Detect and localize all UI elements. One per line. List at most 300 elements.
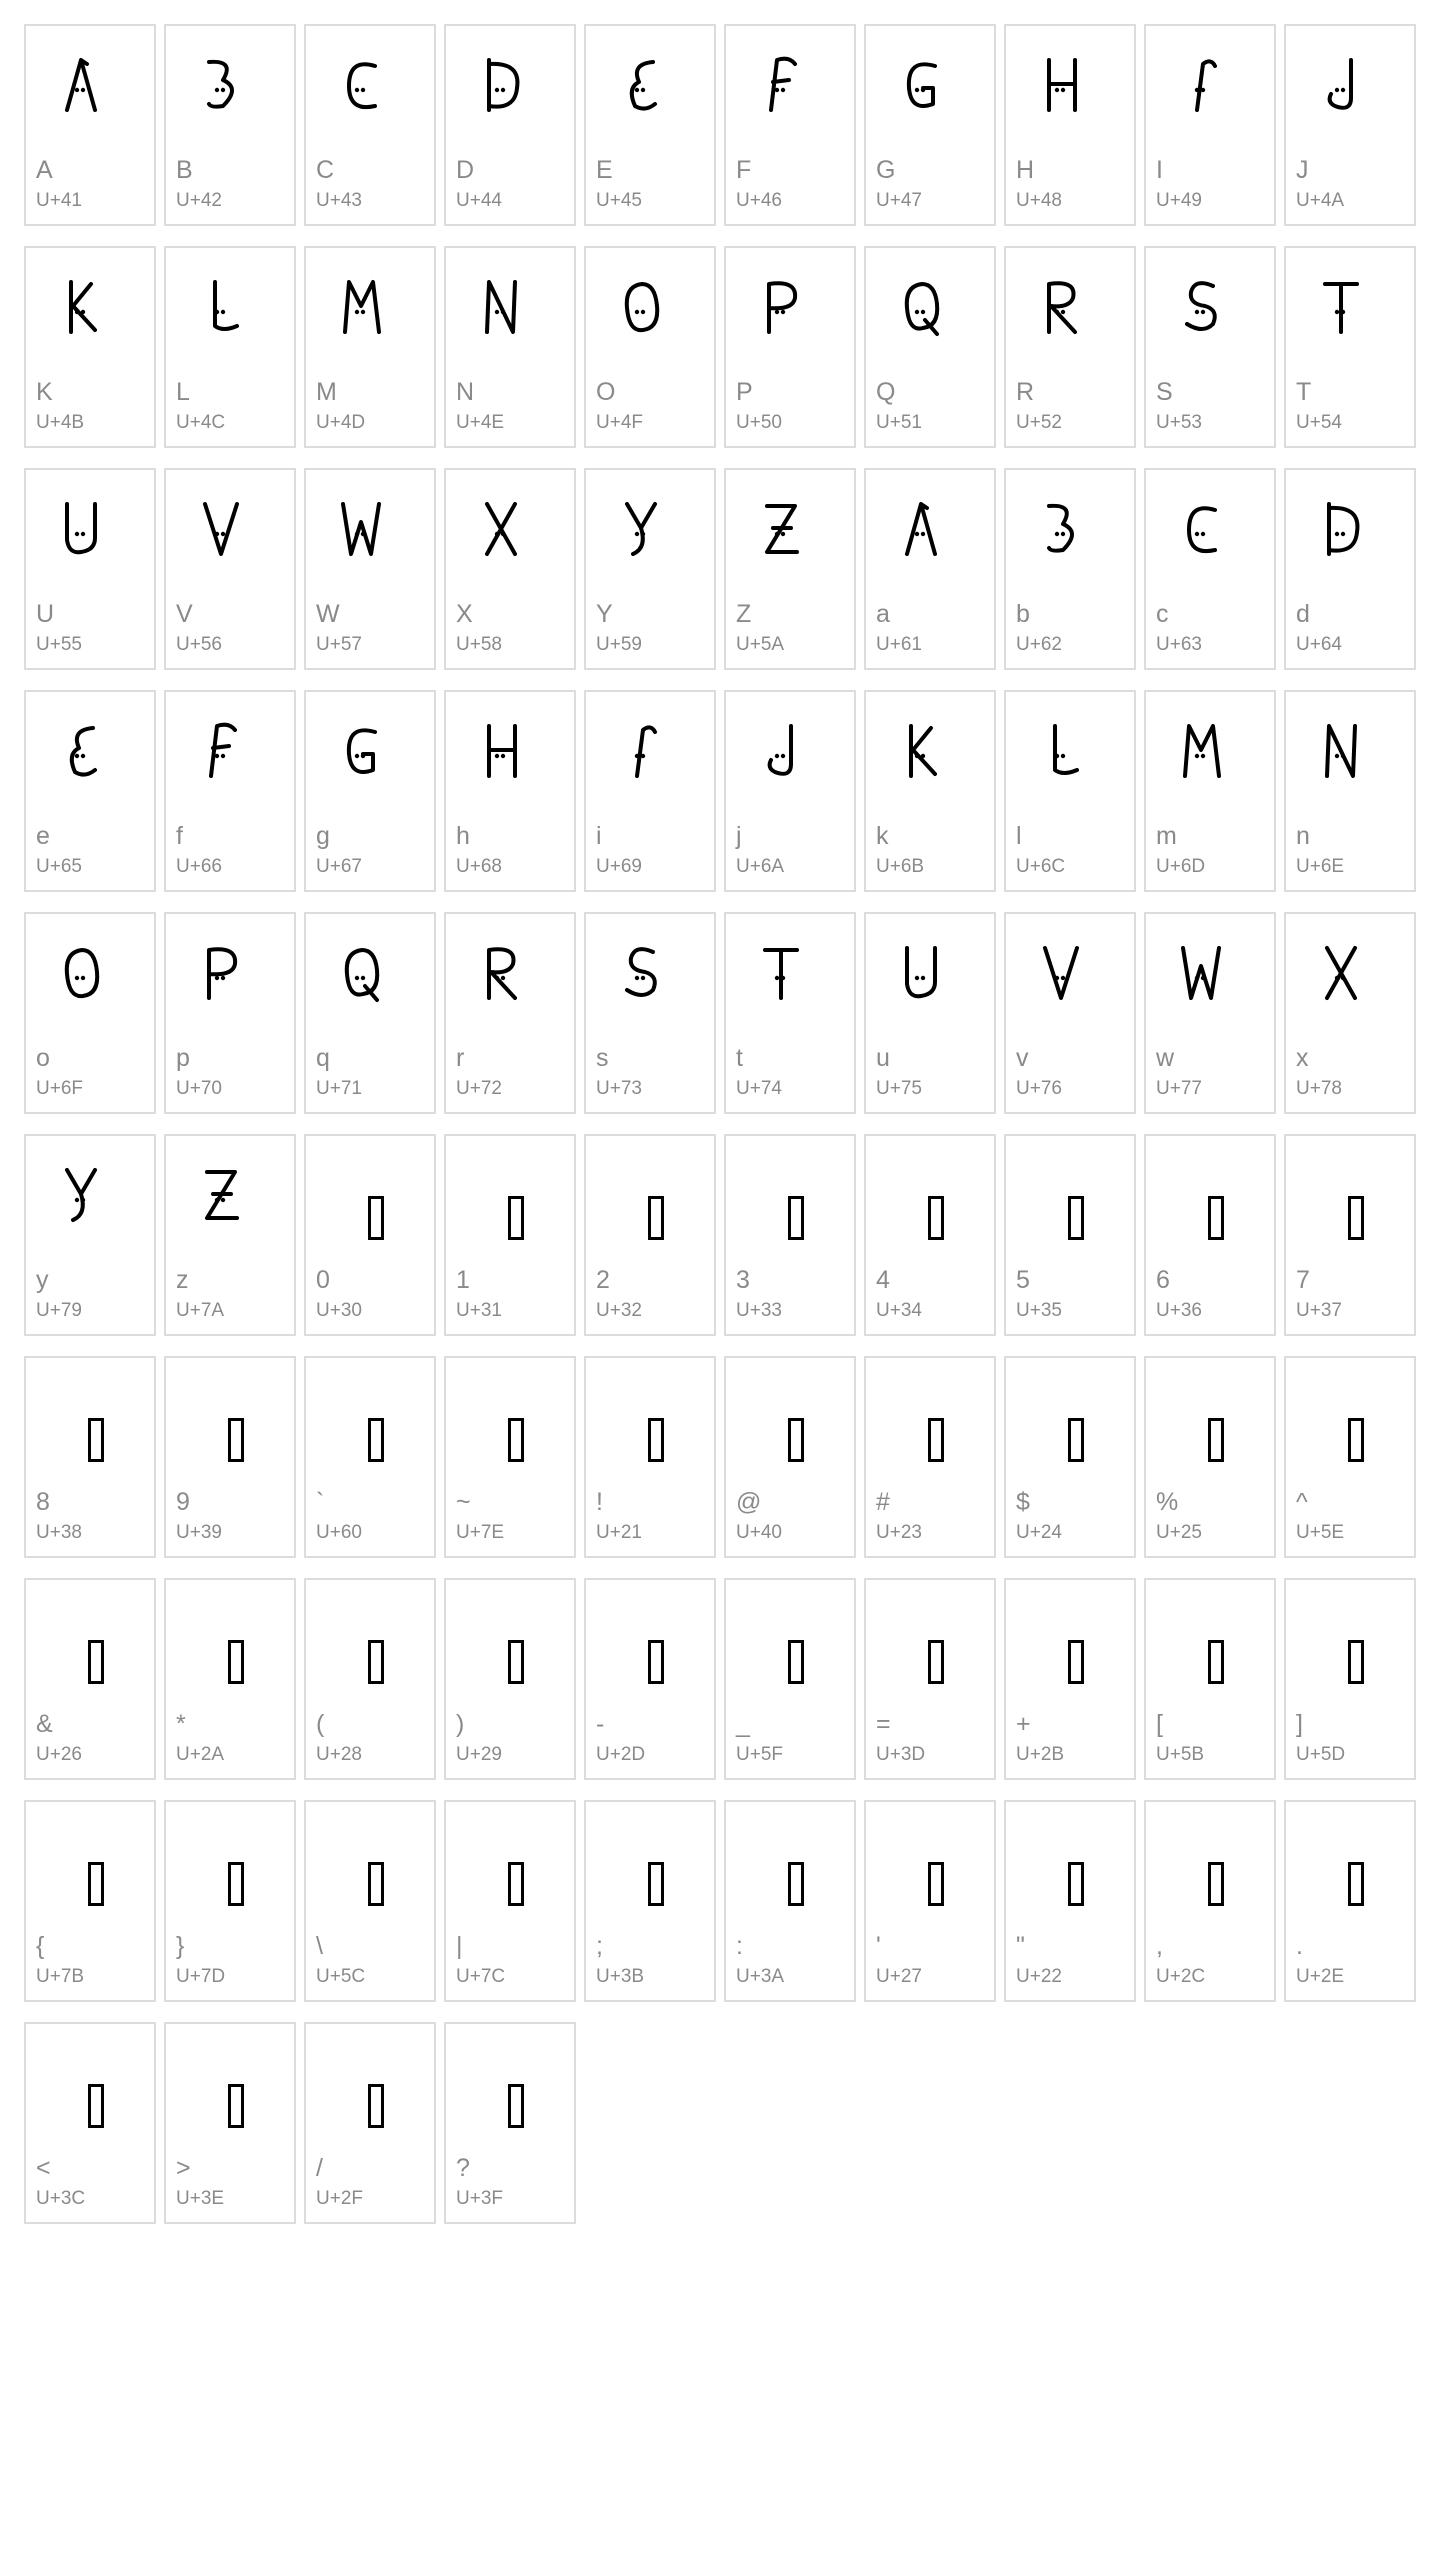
character-label: 9 xyxy=(176,1488,190,1516)
glyph-svg xyxy=(56,498,106,562)
missing-glyph-box-icon xyxy=(788,1862,804,1906)
glyph-dot xyxy=(1341,532,1345,536)
glyph-cell xyxy=(164,1356,296,1558)
codepoint-label: U+31 xyxy=(456,1300,502,1321)
codepoint-label: U+34 xyxy=(876,1300,922,1321)
glyph-svg xyxy=(196,54,246,118)
character-label: d xyxy=(1296,600,1310,628)
glyph-dot xyxy=(775,88,779,92)
glyph-svg xyxy=(756,720,806,784)
codepoint-label: U+3B xyxy=(596,1966,645,1987)
codepoint-label: U+28 xyxy=(316,1744,362,1765)
glyph-cell xyxy=(864,246,996,448)
codepoint-label: U+48 xyxy=(1016,190,1062,211)
glyph-stroke xyxy=(627,284,657,330)
missing-glyph-box-icon xyxy=(1068,1640,1084,1684)
glyph-dot xyxy=(1061,88,1065,92)
glyph-cell xyxy=(164,468,296,670)
character-label: ! xyxy=(596,1488,603,1516)
glyph-dot xyxy=(215,754,219,758)
glyph-cell xyxy=(1004,912,1136,1114)
character-label: > xyxy=(176,2154,191,2182)
codepoint-label: U+5E xyxy=(1296,1522,1345,1543)
glyph-dot xyxy=(495,310,499,314)
codepoint-label: U+63 xyxy=(1156,634,1202,655)
codepoint-label: U+72 xyxy=(456,1078,502,1099)
glyph-stroke xyxy=(215,282,237,329)
glyph-cell xyxy=(1144,912,1276,1114)
glyph-cell xyxy=(1004,468,1136,670)
glyph-cell xyxy=(724,24,856,226)
glyph-dot xyxy=(495,976,499,980)
glyph-stroke xyxy=(632,62,655,109)
glyph-dot xyxy=(921,976,925,980)
glyph-preview xyxy=(196,1608,246,1672)
glyph-dot xyxy=(501,976,505,980)
character-label: 5 xyxy=(1016,1266,1030,1294)
glyph-cell xyxy=(864,1578,996,1780)
glyph-svg xyxy=(1316,498,1366,562)
codepoint-label: U+32 xyxy=(596,1300,642,1321)
codepoint-label: U+30 xyxy=(316,1300,362,1321)
glyph-preview xyxy=(56,1608,106,1672)
codepoint-label: U+4E xyxy=(456,412,505,433)
codepoint-label: U+27 xyxy=(876,1966,922,1987)
glyph-cell xyxy=(24,246,156,448)
glyph-cell xyxy=(444,1356,576,1558)
glyph-dot xyxy=(221,532,225,536)
glyph-dot xyxy=(1195,88,1199,92)
glyph-preview xyxy=(1316,1164,1366,1228)
glyph-dot xyxy=(635,532,639,536)
glyph-stroke xyxy=(627,949,655,995)
glyph-stroke xyxy=(765,950,797,998)
glyph-cell xyxy=(724,468,856,670)
glyph-dot xyxy=(635,310,639,314)
glyph-svg xyxy=(616,942,666,1006)
glyph-preview xyxy=(476,2052,526,2116)
character-label: p xyxy=(176,1044,190,1072)
glyph-cell xyxy=(1144,468,1276,670)
glyph-preview xyxy=(56,1386,106,1450)
glyph-dot xyxy=(775,976,779,980)
codepoint-label: U+74 xyxy=(736,1078,782,1099)
glyph-svg xyxy=(476,498,526,562)
missing-glyph-box-icon xyxy=(368,1196,384,1240)
character-label: [ xyxy=(1156,1710,1163,1738)
character-label: @ xyxy=(736,1488,762,1516)
glyph-cell xyxy=(864,912,996,1114)
glyph-dot xyxy=(501,310,505,314)
character-label: M xyxy=(316,378,337,406)
glyph-stroke xyxy=(1187,283,1215,329)
missing-glyph-box-icon xyxy=(1348,1862,1364,1906)
glyph-preview xyxy=(196,54,246,118)
glyph-stroke xyxy=(770,726,791,774)
character-label: G xyxy=(876,156,896,184)
glyph-svg xyxy=(756,942,806,1006)
missing-glyph-box-icon xyxy=(368,1862,384,1906)
missing-glyph-box-icon xyxy=(648,1418,664,1462)
glyph-cell xyxy=(24,1578,156,1780)
character-label: ~ xyxy=(456,1488,471,1516)
glyph-svg xyxy=(1036,54,1086,118)
glyph-svg xyxy=(336,720,386,784)
glyph-preview xyxy=(56,1830,106,1894)
glyph-preview xyxy=(476,720,526,784)
character-label: y xyxy=(36,1266,49,1294)
glyph-dot xyxy=(361,532,365,536)
glyph-svg xyxy=(756,54,806,118)
glyph-preview xyxy=(56,2052,106,2116)
glyph-preview xyxy=(476,1164,526,1228)
character-label: f xyxy=(176,822,183,850)
codepoint-label: U+25 xyxy=(1156,1522,1202,1543)
codepoint-label: U+42 xyxy=(176,190,222,211)
glyph-cell xyxy=(584,468,716,670)
glyph-preview xyxy=(476,54,526,118)
codepoint-label: U+21 xyxy=(596,1522,642,1543)
codepoint-label: U+6C xyxy=(1016,856,1066,877)
glyph-cell xyxy=(864,690,996,892)
missing-glyph-box-icon xyxy=(88,1418,104,1462)
glyph-preview xyxy=(1316,1608,1366,1672)
glyph-svg xyxy=(1316,942,1366,1006)
glyph-dot xyxy=(635,88,639,92)
glyph-cell xyxy=(1284,1578,1416,1780)
glyph-cell xyxy=(724,1578,856,1780)
character-label: S xyxy=(1156,378,1173,406)
glyph-preview xyxy=(196,1830,246,1894)
glyph-dot xyxy=(1201,88,1205,92)
glyph-svg xyxy=(476,942,526,1006)
glyph-svg xyxy=(1176,276,1226,340)
glyph-cell xyxy=(444,912,576,1114)
codepoint-label: U+75 xyxy=(876,1078,922,1099)
codepoint-label: U+4C xyxy=(176,412,226,433)
glyph-dot xyxy=(215,88,219,92)
glyph-cell xyxy=(444,1134,576,1336)
glyph-dot xyxy=(915,532,919,536)
glyph-cell xyxy=(164,1134,296,1336)
codepoint-label: U+77 xyxy=(1156,1078,1202,1099)
glyph-preview xyxy=(1176,1386,1226,1450)
glyph-preview xyxy=(336,1164,386,1228)
glyph-preview xyxy=(1176,1608,1226,1672)
codepoint-label: U+64 xyxy=(1296,634,1342,655)
codepoint-label: U+58 xyxy=(456,634,502,655)
codepoint-label: U+36 xyxy=(1156,1300,1202,1321)
codepoint-label: U+5D xyxy=(1296,1744,1346,1765)
codepoint-label: U+55 xyxy=(36,634,82,655)
glyph-dot xyxy=(1201,754,1205,758)
glyph-grid xyxy=(24,24,1424,2224)
glyph-preview xyxy=(616,720,666,784)
glyph-dot xyxy=(355,754,359,758)
glyph-preview xyxy=(196,498,246,562)
glyph-cell xyxy=(584,690,716,892)
missing-glyph-box-icon xyxy=(1208,1196,1224,1240)
glyph-stroke xyxy=(211,725,235,776)
glyph-preview xyxy=(336,276,386,340)
glyph-stroke xyxy=(209,62,232,107)
glyph-cell xyxy=(864,24,996,226)
codepoint-label: U+44 xyxy=(456,190,502,211)
glyph-cell xyxy=(584,912,716,1114)
codepoint-label: U+7A xyxy=(176,1300,225,1321)
glyph-cell xyxy=(164,912,296,1114)
glyph-cell xyxy=(24,912,156,1114)
codepoint-label: U+5F xyxy=(736,1744,783,1765)
glyph-cell xyxy=(584,1134,716,1336)
character-label: % xyxy=(1156,1488,1179,1516)
glyph-preview xyxy=(1316,1830,1366,1894)
character-label: , xyxy=(1156,1932,1163,1960)
codepoint-label: U+43 xyxy=(316,190,362,211)
glyph-dot xyxy=(1201,310,1205,314)
glyph-preview xyxy=(1036,1164,1086,1228)
glyph-dot xyxy=(915,88,919,92)
glyph-preview xyxy=(896,1830,946,1894)
glyph-cell xyxy=(1144,690,1276,892)
glyph-dot xyxy=(495,754,499,758)
glyph-preview xyxy=(896,1608,946,1672)
glyph-cell xyxy=(864,1134,996,1336)
missing-glyph-box-icon xyxy=(1348,1640,1364,1684)
glyph-preview xyxy=(56,276,106,340)
missing-glyph-box-icon xyxy=(1068,1418,1084,1462)
glyph-preview xyxy=(336,942,386,1006)
glyph-cell xyxy=(304,2022,436,2224)
character-label: F xyxy=(736,156,752,184)
glyph-dot xyxy=(221,88,225,92)
codepoint-label: U+6E xyxy=(1296,856,1345,877)
glyph-svg xyxy=(896,498,946,562)
glyph-preview xyxy=(756,1608,806,1672)
glyph-preview xyxy=(336,54,386,118)
glyph-dot xyxy=(221,976,225,980)
glyph-dot xyxy=(1201,976,1205,980)
character-label: & xyxy=(36,1710,53,1738)
codepoint-label: U+67 xyxy=(316,856,362,877)
codepoint-label: U+2E xyxy=(1296,1966,1345,1987)
codepoint-label: U+49 xyxy=(1156,190,1202,211)
missing-glyph-box-icon xyxy=(1208,1640,1224,1684)
glyph-cell xyxy=(1144,1800,1276,2002)
glyph-cell xyxy=(584,1578,716,1780)
glyph-stroke xyxy=(627,504,655,554)
glyph-cell xyxy=(724,1800,856,2002)
character-label: R xyxy=(1016,378,1035,406)
character-label: n xyxy=(1296,822,1310,850)
codepoint-label: U+37 xyxy=(1296,1300,1342,1321)
codepoint-label: U+3C xyxy=(36,2188,86,2209)
glyph-dot xyxy=(75,754,79,758)
missing-glyph-box-icon xyxy=(788,1196,804,1240)
glyph-preview xyxy=(1316,720,1366,784)
character-label: < xyxy=(36,2154,51,2182)
glyph-svg xyxy=(56,54,106,118)
glyph-stroke xyxy=(207,1172,237,1218)
glyph-stroke xyxy=(1049,506,1072,551)
glyph-stroke xyxy=(771,59,795,110)
codepoint-label: U+3E xyxy=(176,2188,225,2209)
glyph-dot xyxy=(215,532,219,536)
glyph-dot xyxy=(221,754,225,758)
glyph-dot xyxy=(641,754,645,758)
glyph-stroke xyxy=(1185,726,1219,776)
glyph-dot xyxy=(1055,310,1059,314)
codepoint-label: U+50 xyxy=(736,412,782,433)
glyph-dot xyxy=(501,754,505,758)
glyph-dot xyxy=(355,310,359,314)
glyph-cell xyxy=(1284,1134,1416,1336)
glyph-preview xyxy=(1316,498,1366,562)
codepoint-label: U+3F xyxy=(456,2188,503,2209)
missing-glyph-box-icon xyxy=(928,1418,944,1462)
missing-glyph-box-icon xyxy=(788,1640,804,1684)
glyph-dot xyxy=(915,754,919,758)
glyph-preview xyxy=(476,942,526,1006)
glyph-cell xyxy=(304,1578,436,1780)
glyph-dot xyxy=(361,88,365,92)
glyph-svg xyxy=(56,1164,106,1228)
codepoint-label: U+6D xyxy=(1156,856,1206,877)
glyph-preview xyxy=(1316,276,1366,340)
glyph-preview xyxy=(196,276,246,340)
codepoint-label: U+76 xyxy=(1016,1078,1062,1099)
glyph-dot xyxy=(1061,532,1065,536)
codepoint-label: U+52 xyxy=(1016,412,1062,433)
glyph-preview xyxy=(616,1164,666,1228)
glyph-stroke xyxy=(347,950,377,1000)
glyph-dot xyxy=(1195,310,1199,314)
glyph-preview xyxy=(476,1830,526,1894)
glyph-dot xyxy=(641,88,645,92)
glyph-svg xyxy=(56,942,106,1006)
glyph-preview xyxy=(336,2052,386,2116)
glyph-stroke xyxy=(1049,283,1075,332)
glyph-dot xyxy=(921,532,925,536)
glyph-svg xyxy=(1176,942,1226,1006)
glyph-cell xyxy=(1144,1134,1276,1336)
character-label: k xyxy=(876,822,889,850)
glyph-preview xyxy=(616,54,666,118)
glyph-preview xyxy=(896,54,946,118)
glyph-stroke xyxy=(1197,61,1215,110)
codepoint-label: U+33 xyxy=(736,1300,782,1321)
glyph-dot xyxy=(921,310,925,314)
glyph-preview xyxy=(196,720,246,784)
missing-glyph-box-icon xyxy=(648,1196,664,1240)
missing-glyph-box-icon xyxy=(1348,1418,1364,1462)
glyph-preview xyxy=(1036,54,1086,118)
codepoint-label: U+73 xyxy=(596,1078,642,1099)
codepoint-label: U+45 xyxy=(596,190,642,211)
character-label: Z xyxy=(736,600,752,628)
character-label: # xyxy=(876,1488,890,1516)
glyph-cell xyxy=(1284,690,1416,892)
glyph-dot xyxy=(75,88,79,92)
glyph-preview xyxy=(1176,1830,1226,1894)
glyph-dot xyxy=(221,1198,225,1202)
missing-glyph-box-icon xyxy=(928,1640,944,1684)
glyph-preview xyxy=(1176,276,1226,340)
codepoint-label: U+6A xyxy=(736,856,785,877)
glyph-cell xyxy=(1144,24,1276,226)
glyph-stroke xyxy=(1327,948,1355,998)
glyph-stroke xyxy=(1045,948,1077,998)
character-label: I xyxy=(1156,156,1163,184)
codepoint-label: U+40 xyxy=(736,1522,782,1543)
glyph-dot xyxy=(921,88,925,92)
glyph-dot xyxy=(215,1198,219,1202)
glyph-preview xyxy=(616,498,666,562)
glyph-stroke xyxy=(769,283,795,332)
glyph-dot xyxy=(1335,754,1339,758)
character-label: u xyxy=(876,1044,890,1072)
glyph-dot xyxy=(1341,754,1345,758)
character-label: ? xyxy=(456,2154,470,2182)
character-label: m xyxy=(1156,822,1177,850)
missing-glyph-box-icon xyxy=(1208,1862,1224,1906)
glyph-preview xyxy=(476,1386,526,1450)
character-label: { xyxy=(36,1932,45,1960)
glyph-stroke xyxy=(489,949,515,998)
codepoint-label: U+79 xyxy=(36,1300,82,1321)
codepoint-label: U+53 xyxy=(1156,412,1202,433)
missing-glyph-box-icon xyxy=(648,1862,664,1906)
character-label: z xyxy=(176,1266,189,1294)
codepoint-label: U+7C xyxy=(456,1966,506,1987)
codepoint-label: U+4B xyxy=(36,412,85,433)
glyph-dot xyxy=(1335,310,1339,314)
glyph-preview xyxy=(1036,720,1086,784)
glyph-stroke xyxy=(349,730,375,772)
glyph-cell xyxy=(1284,1356,1416,1558)
codepoint-label: U+57 xyxy=(316,634,362,655)
missing-glyph-box-icon xyxy=(88,2084,104,2128)
glyph-preview xyxy=(756,498,806,562)
glyph-cell xyxy=(724,1134,856,1336)
codepoint-label: U+51 xyxy=(876,412,922,433)
glyph-cell xyxy=(304,912,436,1114)
missing-glyph-box-icon xyxy=(1208,1418,1224,1462)
glyph-cell xyxy=(1284,24,1416,226)
glyph-preview xyxy=(756,276,806,340)
character-label: l xyxy=(1016,822,1022,850)
glyph-dot xyxy=(915,976,919,980)
glyph-dot xyxy=(781,310,785,314)
character-label: ] xyxy=(1296,1710,1303,1738)
glyph-preview xyxy=(616,1386,666,1450)
glyph-preview xyxy=(56,54,106,118)
glyph-cell xyxy=(584,246,716,448)
glyph-cell xyxy=(24,1800,156,2002)
glyph-cell xyxy=(444,690,576,892)
character-label: ' xyxy=(876,1932,881,1960)
glyph-dot xyxy=(501,88,505,92)
codepoint-label: U+38 xyxy=(36,1522,82,1543)
glyph-dot xyxy=(775,310,779,314)
glyph-cell xyxy=(724,246,856,448)
character-label: q xyxy=(316,1044,330,1072)
glyph-preview xyxy=(896,498,946,562)
character-label: g xyxy=(316,822,330,850)
glyph-preview xyxy=(196,2052,246,2116)
glyph-dot xyxy=(495,88,499,92)
glyph-cell xyxy=(724,1356,856,1558)
